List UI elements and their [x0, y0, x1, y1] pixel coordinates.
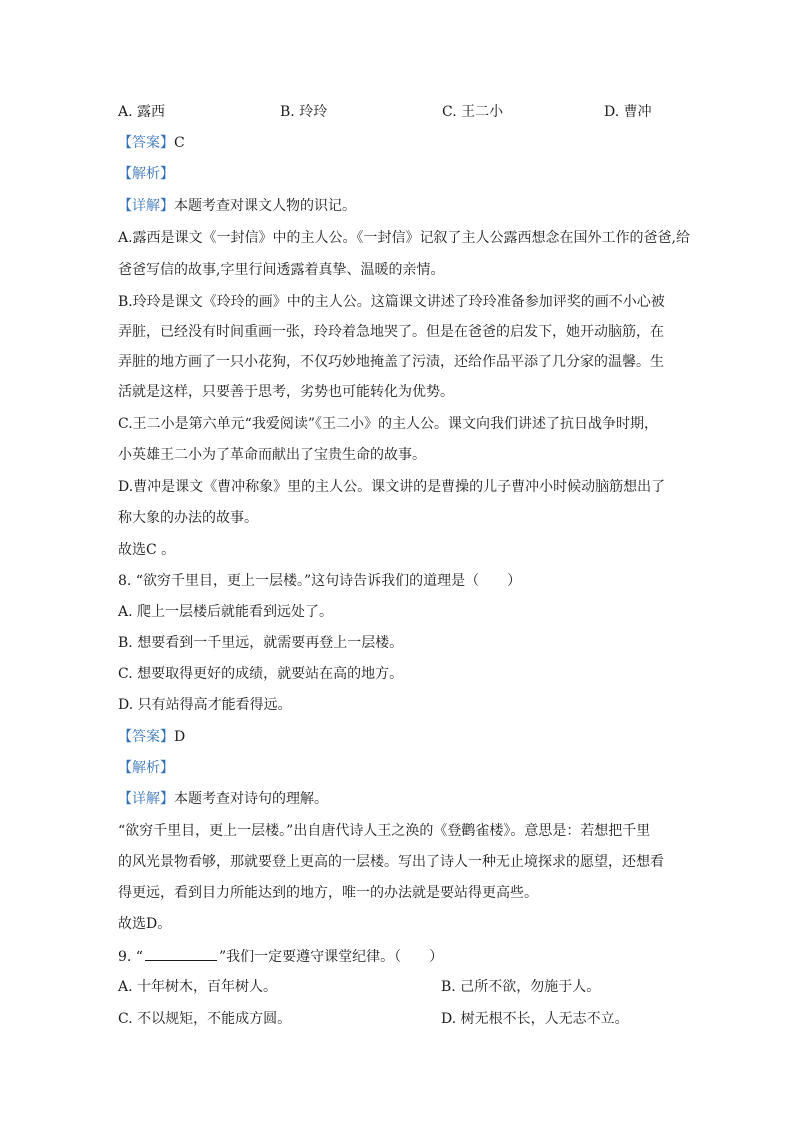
detail-tag: 【详解】 [118, 198, 174, 214]
q9-question-suffix: ”我们一定要遵守课堂纪律。（ ） [218, 949, 444, 965]
q7-option-a[interactable]: A. 露西 [118, 104, 166, 120]
q7-line: 弄脏的地方画了一只小花狗，不仅巧妙地掩盖了污渍，还给作品平添了几分家的温馨。生 [118, 354, 664, 370]
detail-text: 本题考查对课文人物的识记。 [174, 198, 356, 214]
q8-option-a[interactable]: A. 爬上一层楼后就能看到远处了。 [118, 604, 334, 620]
q8-line: 得更远，看到目力所能达到的地方，唯一的办法就是要站得更高些。 [118, 885, 538, 901]
q9-option-a[interactable]: A. 十年树木，百年树人。 [118, 979, 278, 995]
detail-text: 本题考查对诗句的理解。 [174, 791, 328, 807]
answer-value: D [174, 729, 186, 745]
q7-line: 称大象的办法的故事。 [118, 510, 258, 526]
q8-question: 8. “欲穷千里目，更上一层楼。”这句诗告诉我们的道理是（ ） [118, 573, 522, 589]
q7-analysis-tag: 【解析】 [118, 166, 174, 182]
q9-option-d[interactable]: D. 树无根不长，人无志不立。 [441, 1011, 629, 1027]
q7-line: 活就是这样，只要善于思考，劣势也可能转化为优势。 [118, 384, 454, 400]
q8-option-d[interactable]: D. 只有站得高才能看得远。 [118, 697, 292, 713]
q7-option-b[interactable]: B. 玲玲 [280, 104, 328, 120]
q7-line: B.玲玲是课文《玲玲的画》中的主人公。这篇课文讲述了玲玲准备参加评奖的画不小心被 [118, 294, 665, 310]
answer-value: C [174, 135, 185, 151]
q9-question [118, 946, 443, 967]
q7-conclusion: 故选C 。 [118, 542, 176, 558]
q8-option-b[interactable]: B. 想要看到一千里远，就需要再登上一层楼。 [118, 635, 404, 651]
q9-option-b[interactable]: B. 己所不欲，勿施于人。 [441, 979, 601, 995]
q8-analysis-tag: 【解析】 [118, 760, 174, 776]
q7-line: 小英雄王二小为了革命而献出了宝贵生命的故事。 [118, 447, 426, 463]
q8-conclusion: 故选D。 [118, 916, 172, 932]
q7-line: 爸爸写信的故事,字里行间透露着真挚、温暖的亲情。 [118, 262, 445, 278]
q8-answer [118, 727, 185, 747]
q7-option-c[interactable]: C. 王二小 [442, 104, 504, 120]
q7-detail [118, 196, 356, 216]
q9-option-c[interactable]: C. 不以规矩，不能成方圆。 [118, 1011, 292, 1027]
q8-option-c[interactable]: C. 想要取得更好的成绩，就要站在高的地方。 [118, 666, 404, 682]
q7-line: 弄脏，已经没有时间重画一张，玲玲着急地哭了。但是在爸爸的启发下，她开动脑筋，在 [118, 324, 664, 340]
q7-line: D.曹冲是课文《曹冲称象》里的主人公。课文讲的是曹操的儿子曹冲小时候动脑筋想出了 [118, 479, 666, 495]
q7-option-d[interactable]: D. 曹冲 [604, 104, 652, 120]
q7-line: C.王二小是第六单元“我爱阅读”《王二小》的主人公。课文向我们讲述了抗日战争时期， [118, 416, 658, 432]
q9-question-prefix: 9. “ [118, 949, 143, 965]
q8-line: 的风光景物看够，那就要登上更高的一层楼。写出了诗人一种无止境探求的愿望，还想看 [118, 854, 664, 870]
detail-tag: 【详解】 [118, 791, 174, 807]
fill-blank[interactable] [145, 946, 217, 961]
q8-detail [118, 789, 328, 809]
q8-line: “欲穷千里目，更上一层楼。”出自唐代诗人王之涣的《登鹳雀楼》。意思是：若想把千里 [118, 823, 651, 839]
answer-tag: 【答案】 [118, 135, 174, 151]
q7-answer [118, 133, 185, 153]
q7-line: A.露西是课文《一封信》中的主人公。《一封信》记叙了主人公露西想念在国外工作的爸爸,给 [118, 230, 691, 246]
answer-tag: 【答案】 [118, 729, 174, 745]
